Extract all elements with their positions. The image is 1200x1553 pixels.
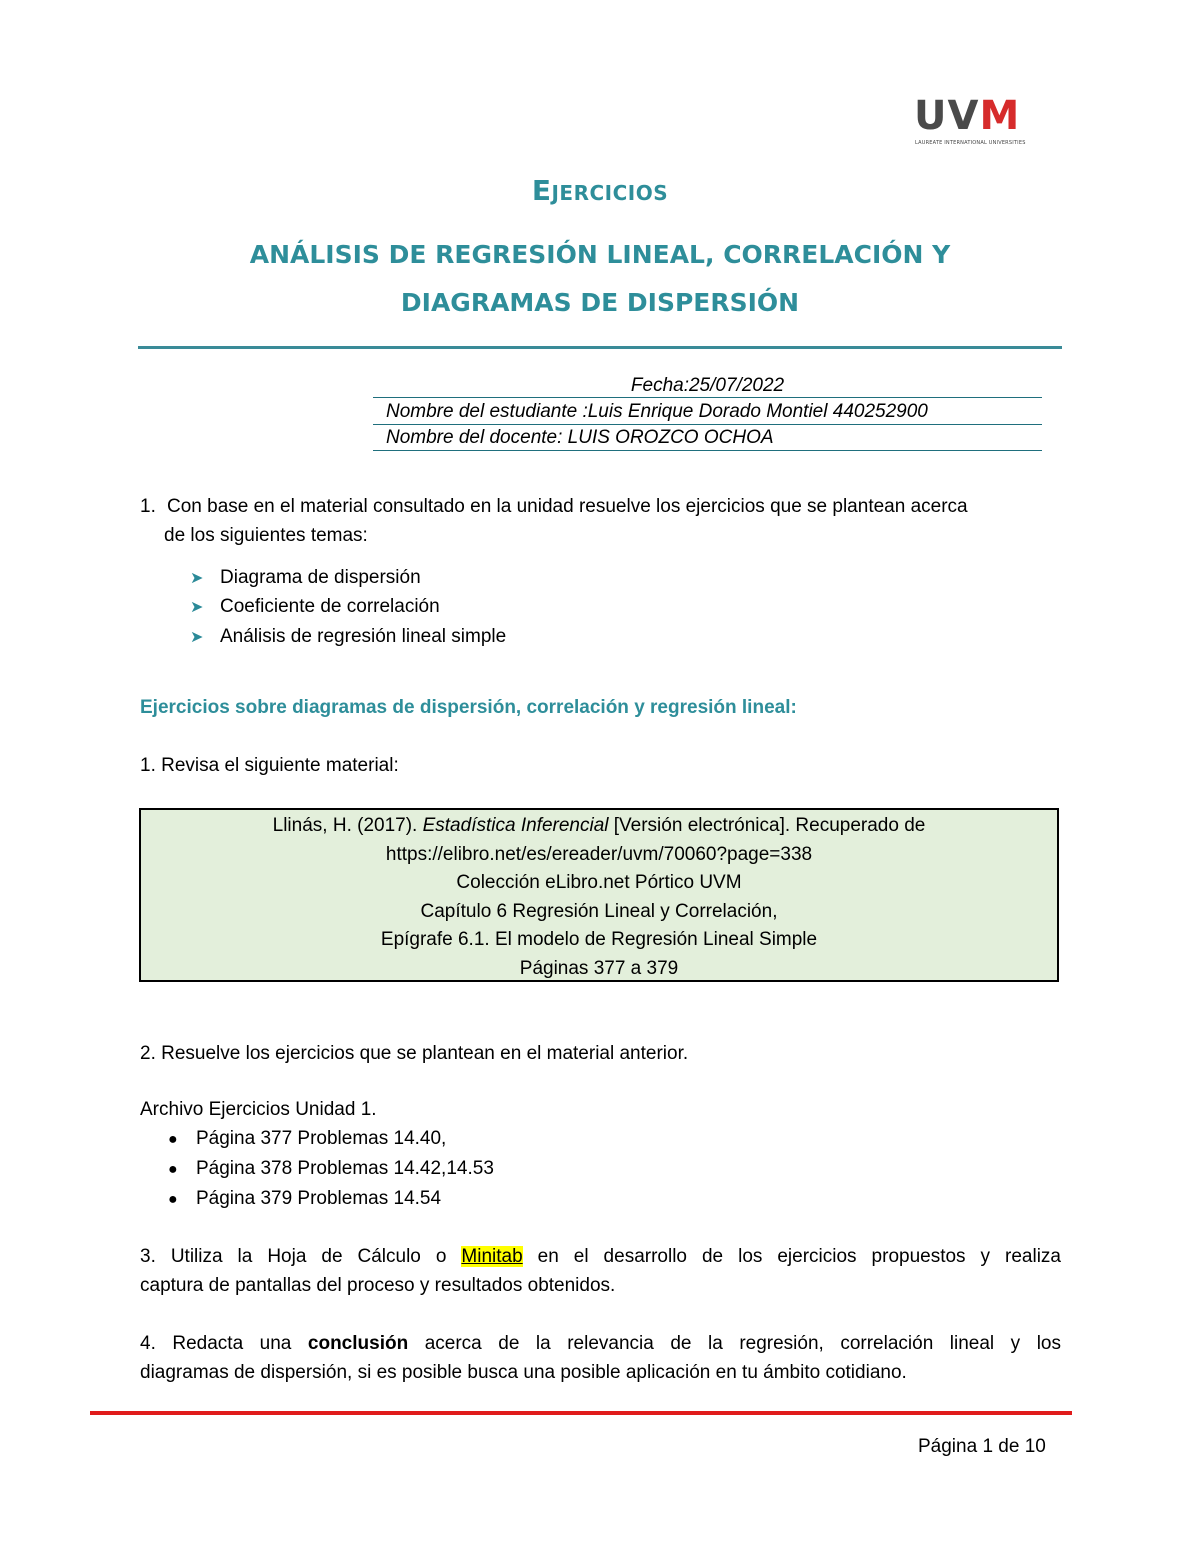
step-3-line1: 3. Utiliza la Hoja de Cálculo o Minitab en el desarrollo de los ejercicios propuestos y realiza [140,1246,1061,1267]
bullet-icon: ● [168,1161,178,1178]
reference-url[interactable]: https://elibro.net/es/ereader/uvm/70060?page=338 [385,843,813,865]
step-4-line1: 4. Redacta una conclusión acerca de la relevancia de la regresión, correlación lineal y los [140,1333,1061,1354]
minitab-highlight: Minitab [461,1246,523,1267]
date-field: Fecha:25/07/2022 [630,375,785,396]
arrow-bullet-icon: ➤ [190,570,204,587]
arrow-bullet-icon: ➤ [190,599,204,616]
intro-text-line1: Con base en el material consultado en la unidad resuelve los ejercicios que se plantean acerca [167,496,968,517]
meta-divider [373,450,1042,451]
uvm-logo [912,93,1040,148]
step-4-line2: diagramas de dispersión, si es posible busca una posible aplicación en tu ámbito cotidiano. [140,1362,907,1383]
archive-list-item: ● Página 377 Problemas 14.40, [168,1124,446,1154]
reference-collection: Colección eLibro.net Pórtico UVM [456,872,742,894]
reference-chapter: Capítulo 6 Regresión Lineal y Correlación, [420,900,778,922]
step-1-text: 1. Revisa el siguiente material: [140,755,399,776]
logo-wordmark: UVM [914,93,1021,139]
logo-subtitle: LAUREATE INTERNATIONAL UNIVERSITIES [915,140,1026,146]
title-divider [138,346,1062,349]
reference-pages: Páginas 377 a 379 [519,957,679,979]
meta-divider [373,397,1042,398]
topic-list-item: ➤ Coeficiente de correlación [190,592,440,622]
archive-list-item: ● Página 378 Problemas 14.42,14.53 [168,1154,494,1184]
page-number: Página 1 de 10 [918,1436,1046,1457]
bullet-icon: ● [168,1131,178,1148]
bullet-icon: ● [168,1191,178,1208]
intro-number: 1. [140,496,156,517]
reference-citation: Llinás, H. (2017). Estadística Inferencial [Versión electrónica]. Recuperado de [272,815,926,836]
document-subtitle-line1: ANÁLISIS DE REGRESIÓN LINEAL, CORRELACIÓN Y [249,240,951,269]
archive-list-item: ● Página 379 Problemas 14.54 [168,1184,441,1214]
section-heading: Ejercicios sobre diagramas de dispersión, correlación y regresión lineal: [140,697,797,718]
topic-list-item: ➤ Análisis de regresión lineal simple [190,622,506,652]
teacher-name-field: Nombre del docente: LUIS OROZCO OCHOA [386,427,774,448]
intro-text-line2: de los siguientes temas: [164,525,368,546]
arrow-bullet-icon: ➤ [190,629,204,646]
meta-divider [373,424,1042,425]
footer-divider [90,1411,1072,1415]
archive-title: Archivo Ejercicios Unidad 1. [140,1099,377,1120]
step-2-text: 2. Resuelve los ejercicios que se plantean en el material anterior. [140,1043,689,1064]
reference-box [139,808,1059,982]
student-name-field: Nombre del estudiante :Luis Enrique Dorado Montiel 440252900 [386,401,928,422]
topic-list-item: ➤ Diagrama de dispersión [190,563,421,593]
document-title: Ejercicios [531,174,669,207]
step-3-line2: captura de pantallas del proceso y resultados obtenidos. [140,1275,616,1296]
document-subtitle-line2: DIAGRAMAS DE DISPERSIÓN [400,288,800,317]
reference-epigraph: Epígrafe 6.1. El modelo de Regresión Lineal Simple [380,929,818,951]
